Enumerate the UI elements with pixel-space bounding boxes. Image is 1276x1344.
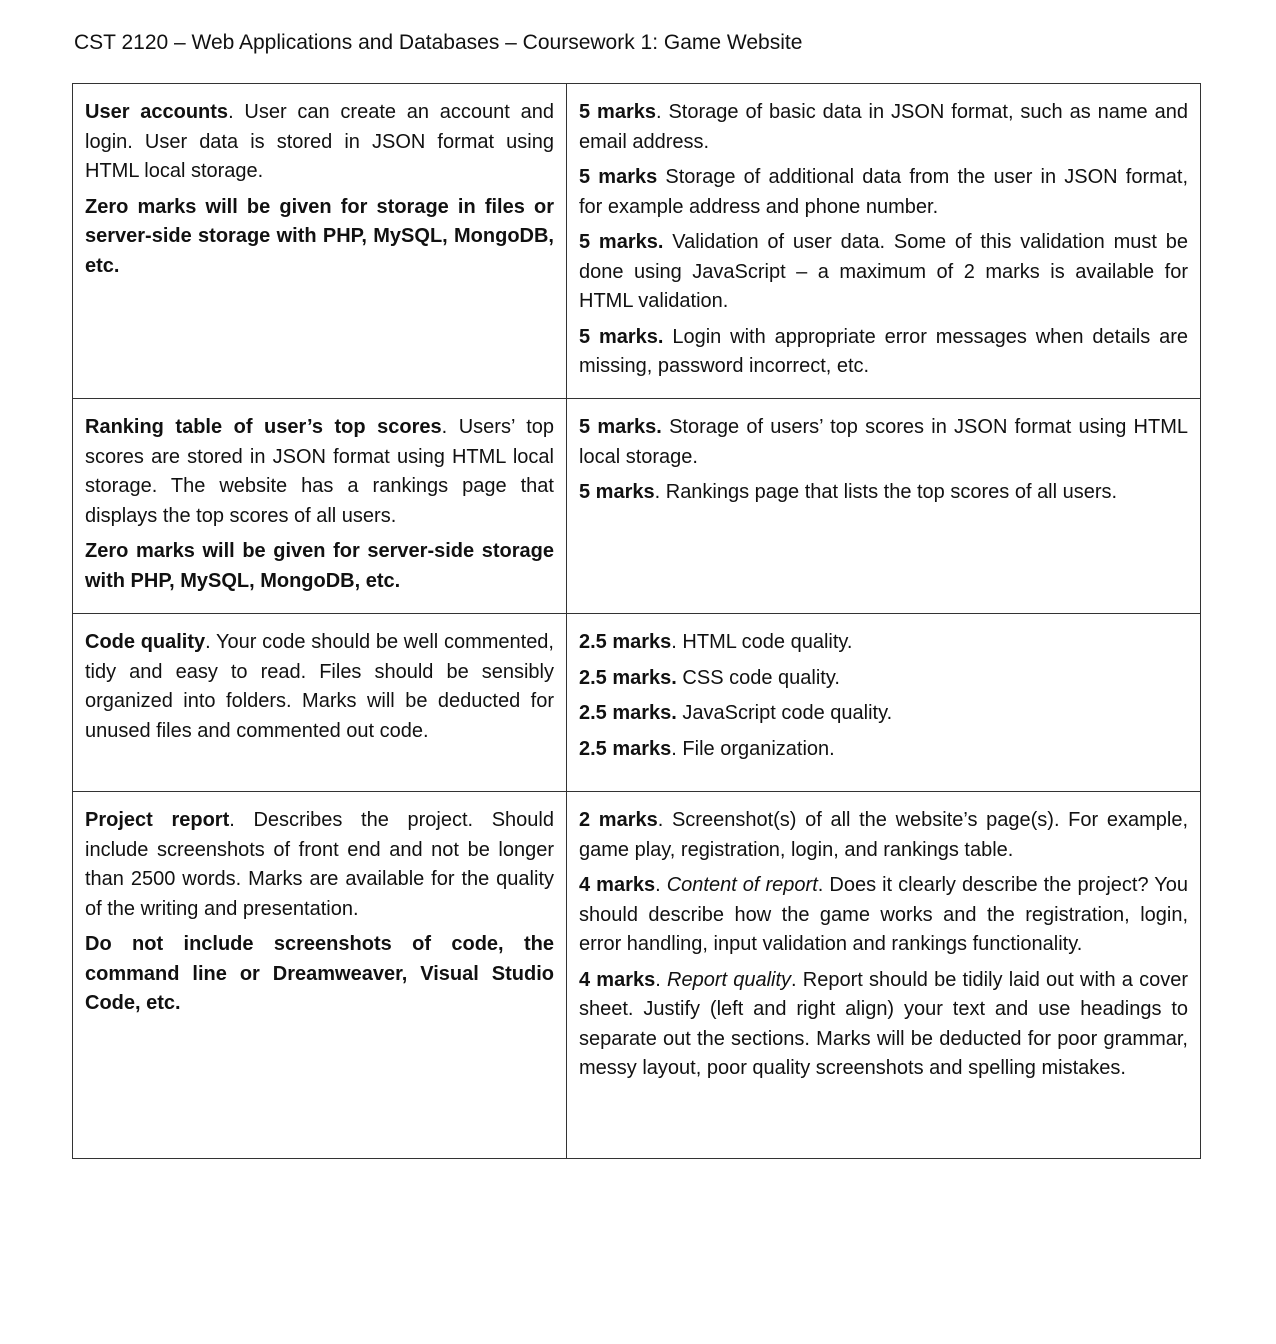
marks-item: 4 marks. Content of report. Does it clearly describe the project? You should describe how the game works and the registration, login, error handling, input validation and rankings functionality. (579, 874, 1189, 955)
marks-label: 4 marks (579, 874, 656, 896)
marks-label: 5 marks. (579, 325, 664, 348)
marks-cell (567, 614, 1201, 792)
marks-item: 2.5 marks. HTML code quality. (579, 631, 853, 653)
marks-label: 5 marks (579, 166, 658, 188)
criterion-title: User accounts (85, 101, 229, 123)
marks-item: 2.5 marks. File organization. (579, 737, 835, 760)
criterion-description: Code quality. Your code should be well commented, tidy and easy to read. Files should be sensibly organized into folders. Marks will be deducted for unused files and commented out code. (85, 631, 554, 742)
marks-label: 2.5 marks. (579, 666, 677, 689)
criterion-warning: Zero marks will be given for storage in files or server-side storage with PHP, MySQL, MongoDB, etc. (85, 195, 554, 277)
marks-label: 5 marks. (579, 231, 664, 253)
criterion-cell (73, 399, 567, 614)
marks-cell (567, 399, 1201, 614)
marks-label: 5 marks. (579, 416, 662, 438)
criterion-cell (73, 792, 567, 1159)
marks-item: 5 marks Storage of additional data from the user in JSON format, for example address and phone number. (579, 166, 1188, 218)
marks-label: 2 marks (579, 809, 658, 831)
marks-label: 5 marks (579, 101, 656, 123)
criterion-description: User accounts. User can create an account and login. User data is stored in JSON format using HTML local storage. (85, 101, 554, 182)
marks-item: 2.5 marks. JavaScript code quality. (579, 702, 893, 724)
marks-item: 2.5 marks. CSS code quality. (579, 666, 840, 689)
marks-cell (567, 84, 1201, 399)
marks-cell (567, 792, 1201, 1159)
criterion-title: Project report (85, 809, 230, 831)
marks-label: 2.5 marks. (579, 702, 677, 724)
marks-item: 4 marks. Report quality. Report should be tidily laid out with a cover sheet. Justify (left and right align) your text and use headings to separate out the sections. Marks will be deducted for poor grammar, messy layout, poor quality screenshots and spelling mistakes. (579, 968, 1188, 1079)
marking-scheme-table (72, 83, 1201, 1159)
marks-item: 5 marks. Storage of basic data in JSON format, such as name and email address. (579, 101, 1188, 153)
table-row (73, 792, 1201, 1159)
marks-item: 5 marks. Storage of users’ top scores in JSON format using HTML local storage. (579, 416, 1189, 468)
criterion-title: Code quality (85, 631, 206, 653)
criterion-warning: Zero marks will be given for server-side storage with PHP, MySQL, MongoDB, etc. (85, 540, 554, 592)
marks-item: 5 marks. Validation of user data. Some of this validation must be done using JavaScript – a maximum of 2 marks is available for HTML validation. (579, 231, 1188, 312)
marks-item: 5 marks. Login with appropriate error messages when details are missing, password incorrect, etc. (579, 325, 1189, 377)
marks-emphasis: Content of report (666, 874, 818, 896)
criterion-warning: Do not include screenshots of code, the command line or Dreamweaver, Visual Studio Code, etc. (85, 933, 554, 1014)
marks-emphasis: Report quality (667, 968, 792, 991)
marks-item: 5 marks. Rankings page that lists the top scores of all users. (579, 481, 1118, 503)
page-title: CST 2120 – Web Applications and Databases – Coursework 1: Game Website (74, 31, 803, 54)
criterion-description: Ranking table of user’s top scores. Users’ top scores are stored in JSON format using HTML local storage. The website has a rankings page that displays the top scores of all users. (85, 416, 555, 527)
table-row (73, 399, 1201, 614)
marks-item: 2 marks. Screenshot(s) of all the website’s page(s). For example, game play, registration, login, and rankings table. (579, 809, 1188, 861)
marks-label: 2.5 marks (579, 737, 672, 760)
marks-label: 4 marks (579, 968, 656, 991)
table-row (73, 614, 1201, 792)
marks-label: 5 marks (579, 481, 655, 503)
criterion-description: Project report. Describes the project. Should include screenshots of front end and not be longer than 2500 words. Marks are available for the quality of the writing and presentation. (85, 809, 554, 920)
criterion-cell (73, 84, 567, 399)
criterion-cell (73, 614, 567, 792)
table-row (73, 84, 1201, 399)
criterion-title: Ranking table of user’s top scores (85, 416, 442, 438)
marks-label: 2.5 marks (579, 631, 672, 653)
